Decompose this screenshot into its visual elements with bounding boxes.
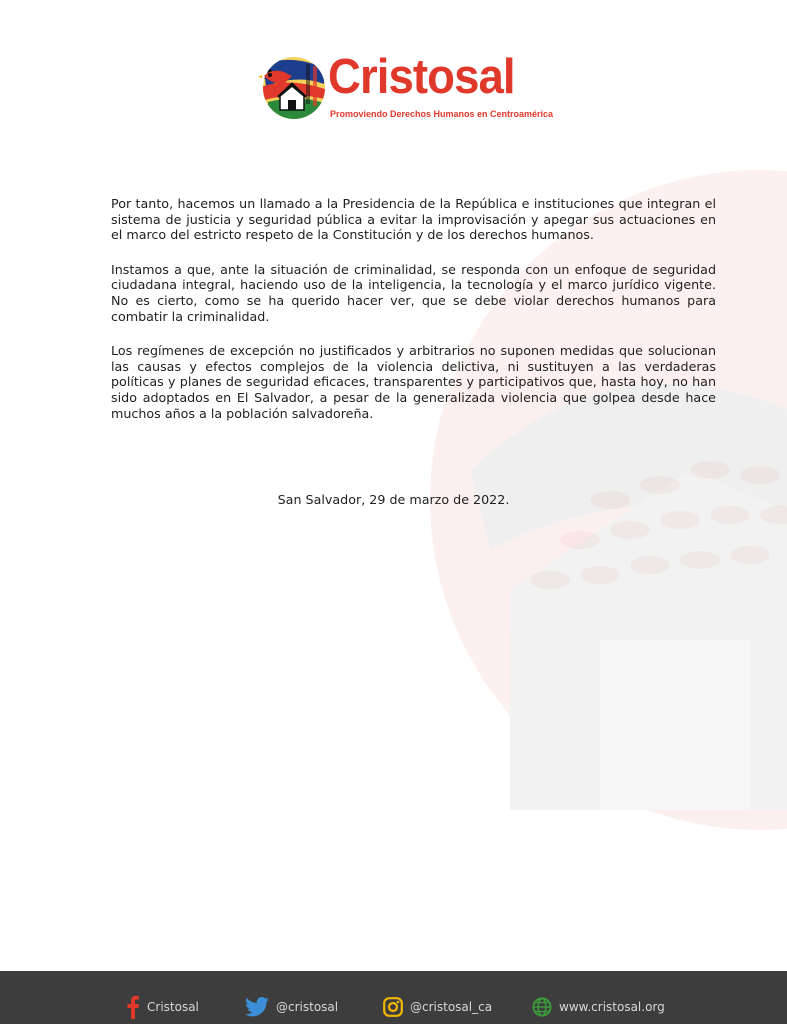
instagram-icon xyxy=(383,997,403,1017)
twitter-icon xyxy=(245,997,269,1017)
cristosal-logo xyxy=(258,50,554,124)
logo-wordmark: Cristosal xyxy=(328,50,515,104)
date-line: San Salvador, 29 de marzo de 2022. xyxy=(277,492,510,507)
facebook-icon xyxy=(126,995,140,1019)
facebook-link[interactable] xyxy=(126,995,199,1019)
statement-body xyxy=(111,196,716,440)
instagram-link[interactable] xyxy=(383,995,492,1019)
website-label: www.cristosal.org xyxy=(559,1000,665,1014)
bird-house-emblem xyxy=(258,54,328,122)
paragraph-1: Por tanto, hacemos un llamado a la Presidencia de la República e instituciones que integran el sistema de justicia y seguridad pública a evitar la improvisación y apegar sus actuaciones en el marco del estricto respeto de la Constitución y de los derechos humanos. xyxy=(111,196,716,243)
globe-icon xyxy=(532,997,552,1017)
footer-bar xyxy=(0,971,787,1024)
instagram-label: @cristosal_ca xyxy=(410,1000,493,1014)
facebook-label: Cristosal xyxy=(147,1000,199,1014)
logo-tagline: Promoviendo Derechos Humanos en Centroamérica xyxy=(330,109,554,119)
twitter-link[interactable] xyxy=(245,995,338,1019)
twitter-label: @cristosal xyxy=(276,1000,339,1014)
paragraph-2: Instamos a que, ante la situación de criminalidad, se responda con un enfoque de seguridad ciudadana integral, haciendo uso de la inteligencia, la tecnología y el marco jurídico vigente. No es cierto, como se ha querido hacer ver, que se debe violar derechos humanos para combatir la criminalidad. xyxy=(111,261,716,324)
website-link[interactable] xyxy=(532,995,665,1019)
paragraph-3: Los regímenes de excepción no justificados y arbitrarios no suponen medidas que solucionan las causas y efectos complejos de la violencia delictiva, ni sustituyen a las verdaderas políticas y planes de seguridad eficaces, transparentes y participativos que, hasta hoy, no han sido adoptados en El Salvador, a pesar de la generalizada violencia que golpea desde hace muchos años a la población salvadoreña. xyxy=(111,343,716,421)
